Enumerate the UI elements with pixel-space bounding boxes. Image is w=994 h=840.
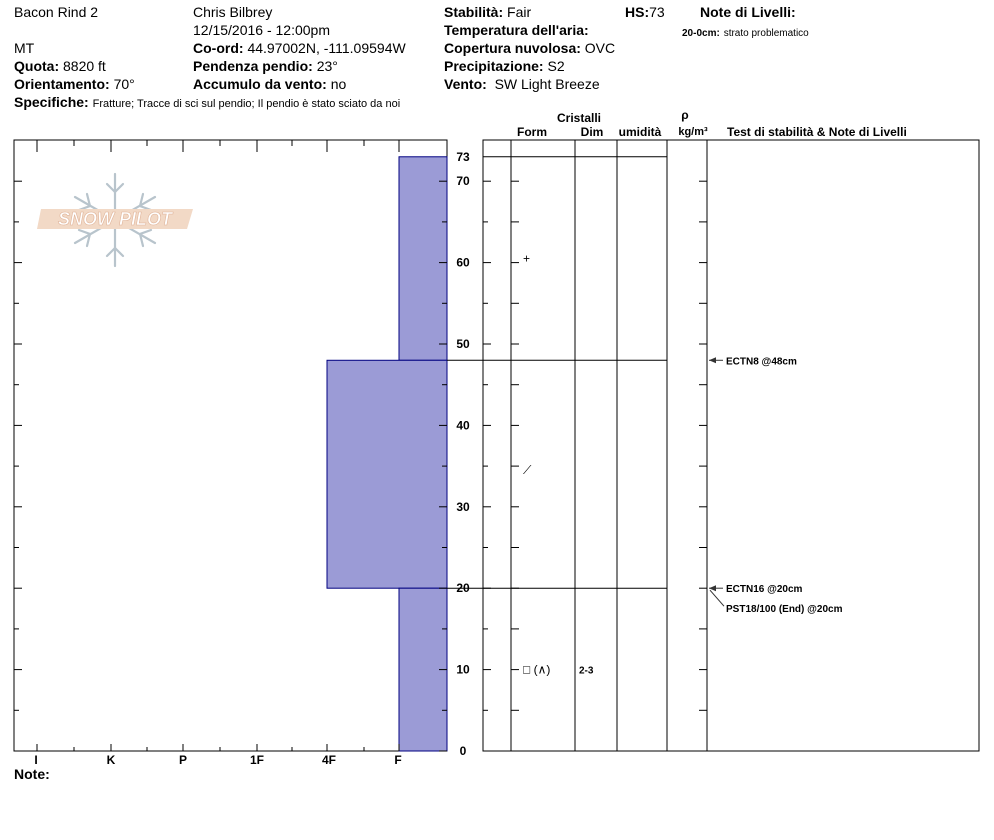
wind-label: Vento: <box>444 76 487 92</box>
hardness-tick-label: I <box>34 753 38 767</box>
crystal-table-content <box>447 157 843 677</box>
wind-value: SW Light Breeze <box>494 76 600 92</box>
stability-value: Fair <box>507 4 532 20</box>
notes-label: Note: <box>14 766 50 782</box>
hardness-tick-label: 1F <box>249 753 265 767</box>
coord-value: 44.97002N, -111.09594W <box>247 40 406 56</box>
crystal-form-symbol: □ (∧) <box>523 662 551 677</box>
size-header: Dim <box>580 125 604 139</box>
stability-test-label: ECTN16 @20cm <box>726 584 803 596</box>
hardness-layers <box>327 157 447 751</box>
depth-tick-label: 20 <box>456 581 470 596</box>
stability-test-label: ECTN8 @48cm <box>726 356 797 368</box>
slope-label: Pendenza pendio: <box>193 58 313 74</box>
specifics-label: Specifiche: <box>14 94 89 110</box>
hardness-layer-bar <box>399 157 447 361</box>
elevation-label: Quota: <box>14 58 60 74</box>
wind-loading-value: no <box>330 76 347 92</box>
specifics-value: Fratture; Tracce di sci sul pendio; Il pendio è stato sciato da noi <box>92 98 401 110</box>
crystal-table-frame <box>483 140 979 751</box>
test-pointer-line <box>710 590 724 606</box>
hardness-tick-label: F <box>394 753 402 767</box>
observer-name: Chris Bilbrey <box>193 4 273 20</box>
slope-value: 23° <box>316 58 338 74</box>
crystal-form-symbol: ⟋ <box>523 463 532 478</box>
depth-tick-label: 70 <box>456 174 470 189</box>
state: MT <box>14 40 35 56</box>
logo-text: SNOW PILOT <box>58 209 172 229</box>
crystals-header: Cristalli <box>556 111 602 125</box>
location-name: Bacon Rind 2 <box>14 4 99 20</box>
depth-tick-label: 0 <box>459 744 467 758</box>
wind-loading-label: Accumulo da vento: <box>193 76 327 92</box>
hs-value: 73 <box>649 4 665 20</box>
layer-note-text: strato problematico <box>723 28 809 39</box>
stability-test-label: PST18/100 (End) @20cm <box>726 604 843 616</box>
depth-tick-label: 10 <box>456 662 470 677</box>
depth-tick-label: 40 <box>456 418 470 433</box>
hardness-tick-label: 4F <box>321 753 337 767</box>
hardness-tick-label: K <box>106 753 116 767</box>
hardness-layer-bar <box>327 360 447 588</box>
snow-height-label: 73 <box>456 149 470 164</box>
density-symbol-header: ρ <box>681 108 689 122</box>
air-temp-label: Temperatura dell'aria: <box>444 22 589 38</box>
sky-value: OVC <box>584 40 616 56</box>
depth-tick-label: 50 <box>456 337 470 351</box>
tests-header: Test di stabilità & Note di Livelli <box>727 125 907 139</box>
hardness-tick-label: P <box>178 753 188 767</box>
layer-note-depth: 20-0cm: <box>682 28 720 39</box>
crystal-form-symbol: + <box>523 251 531 266</box>
elevation-value: 8820 ft <box>63 58 106 74</box>
layer-notes-label: Note di Livelli: <box>700 4 796 20</box>
coord-label: Co-ord: <box>193 40 244 56</box>
sky-label: Copertura nuvolosa: <box>444 40 581 56</box>
aspect-value: 70° <box>113 76 135 92</box>
moisture-header: umidità <box>618 125 662 139</box>
crystal-size: 2-3 <box>579 665 594 677</box>
precip-label: Precipitazione: <box>444 58 544 74</box>
form-header: Form <box>517 125 547 139</box>
density-unit-header: kg/m³ <box>678 126 708 138</box>
depth-tick-label: 30 <box>456 499 470 514</box>
observation-datetime: 12/15/2016 - 12:00pm <box>193 22 330 38</box>
precip-value: S2 <box>547 58 565 74</box>
hs-label: HS: <box>625 4 650 20</box>
test-arrow-icon <box>709 357 716 363</box>
snowpilot-logo <box>37 174 193 266</box>
stability-label: Stabilità: <box>444 4 504 20</box>
depth-tick-label: 60 <box>456 255 470 270</box>
aspect-label: Orientamento: <box>14 76 110 92</box>
